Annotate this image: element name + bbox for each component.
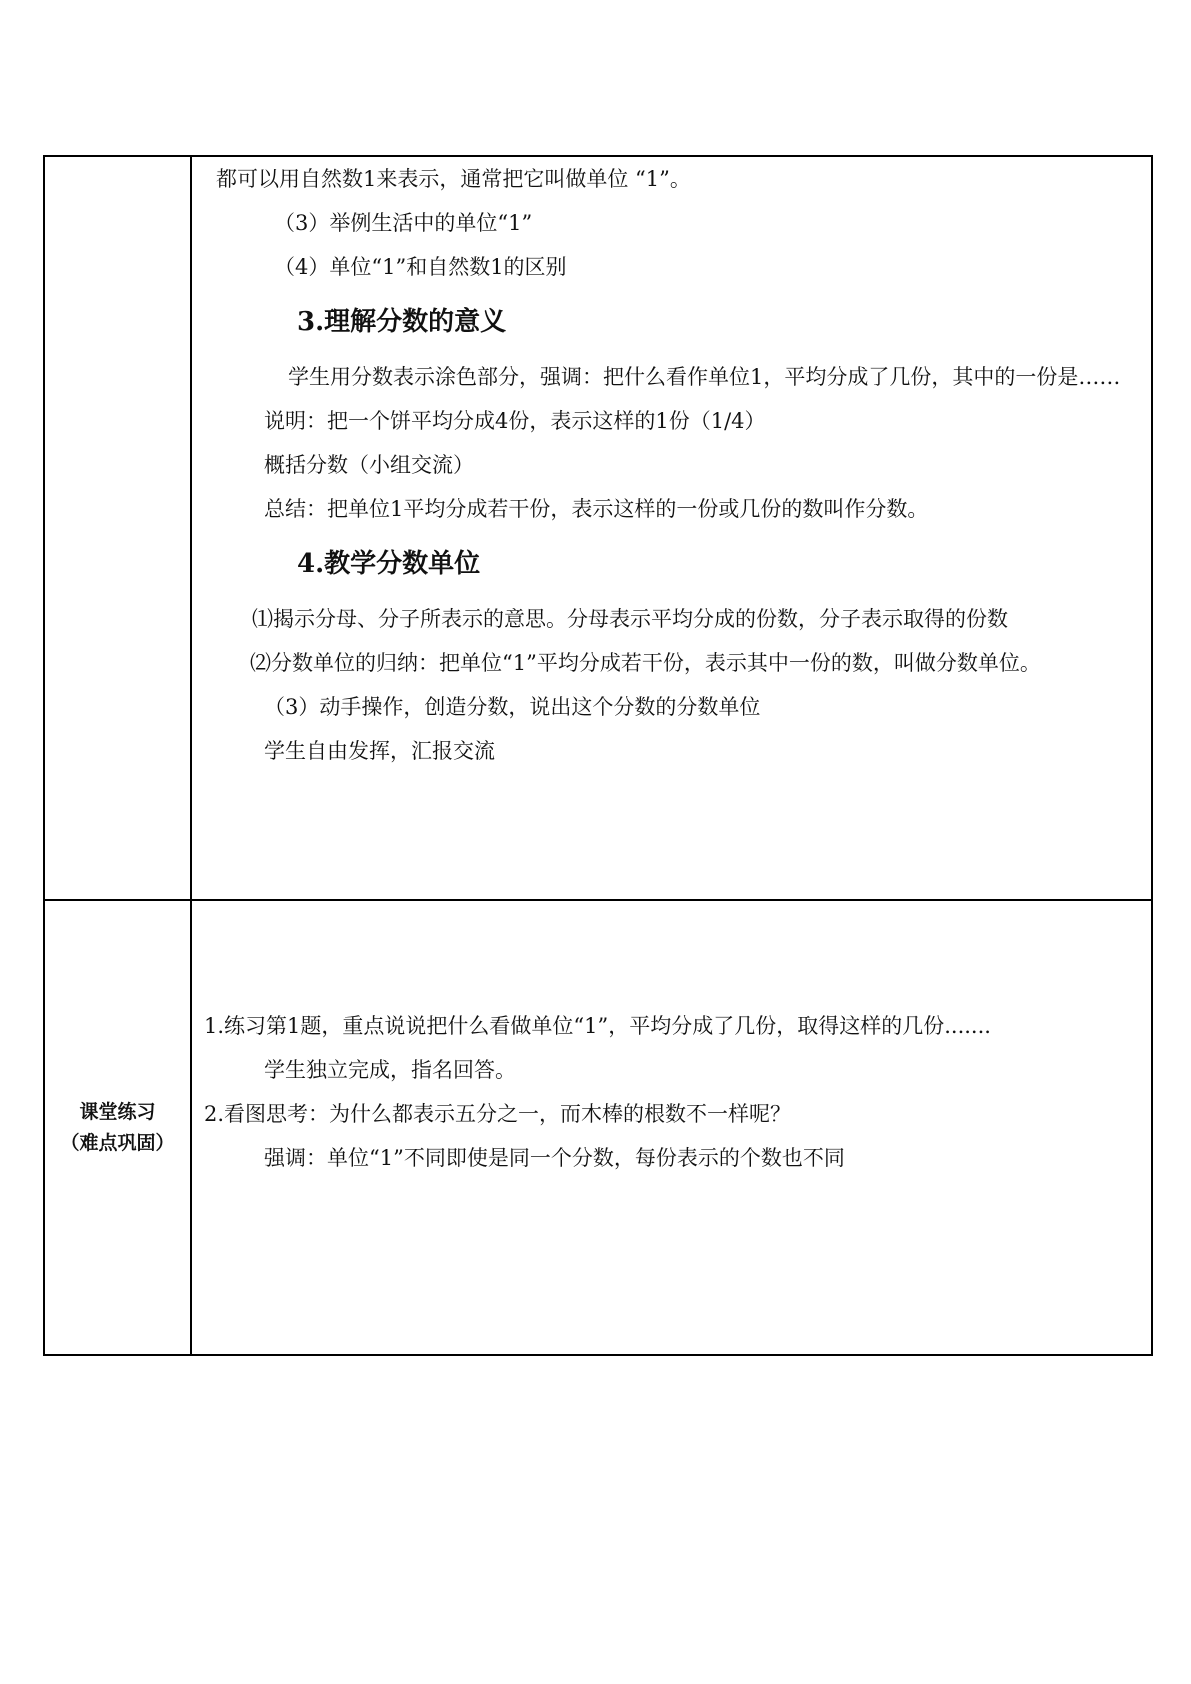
practice-label-line2: （难点巩固）	[60, 1131, 175, 1154]
text-line-free-report: 学生自由发挥，汇报交流	[264, 739, 495, 763]
lesson-plan-table	[43, 155, 1153, 1356]
heading-meaning-of-fraction: 3.理解分数的意义	[297, 307, 507, 337]
text-line-example-unit: （3）举例生活中的单位“1”	[274, 211, 533, 235]
practice-label	[45, 901, 190, 1354]
table-row-teaching	[44, 156, 1152, 900]
text-line-explain: 说明：把一个饼平均分成4份，表示这样的1份（1/4）	[264, 409, 766, 433]
teaching-content	[192, 157, 1151, 773]
practice-label-line1: 课堂练习	[79, 1100, 156, 1123]
paragraph-shaded-part: 学生用分数表示涂色部分，强调：把什么看作单位1，平均分成了几份，其中的一份是……	[288, 365, 1121, 389]
teaching-content-cell	[191, 156, 1152, 900]
exercise-1: 1.练习第1题，重点说说把什么看做单位“1”，平均分成了几份，取得这样的几份.......	[204, 1014, 991, 1038]
text-line-numerator-denominator: ⑴揭示分母、分子所表示的意思。分母表示平均分成的份数，分子表示取得的份数	[252, 607, 1008, 631]
text-line-hands-on: （3）动手操作，创造分数，说出这个分数的分数单位	[264, 695, 761, 719]
table-row-practice	[44, 900, 1152, 1355]
text-line-conclusion: 总结：把单位1平均分成若干份，表示这样的一份或几份的数叫作分数。	[264, 497, 929, 521]
paragraph-fraction-unit-definition: ⑵分数单位的归纳：把单位“1”平均分成若干份，表示其中一份的数，叫做分数单位。	[250, 651, 1041, 675]
practice-content-cell	[191, 900, 1152, 1355]
text-line-summarize: 概括分数（小组交流）	[264, 453, 474, 477]
exercise-1-note: 学生独立完成，指名回答。	[264, 1058, 516, 1082]
text-line-difference: （4）单位“1”和自然数1的区别	[274, 255, 567, 279]
row-label-cell-practice	[44, 900, 191, 1355]
practice-content	[192, 901, 1151, 1180]
exercise-2-note: 强调：单位“1”不同即使是同一个分数，每份表示的个数也不同	[264, 1146, 845, 1170]
exercise-2: 2.看图思考：为什么都表示五分之一，而木棒的根数不一样呢？	[204, 1102, 792, 1126]
row-label-cell-empty	[44, 156, 191, 900]
heading-fraction-unit: 4.教学分数单位	[297, 549, 481, 579]
text-line-unit-one: 都可以用自然数1来表示，通常把它叫做单位 “1”。	[216, 167, 691, 191]
